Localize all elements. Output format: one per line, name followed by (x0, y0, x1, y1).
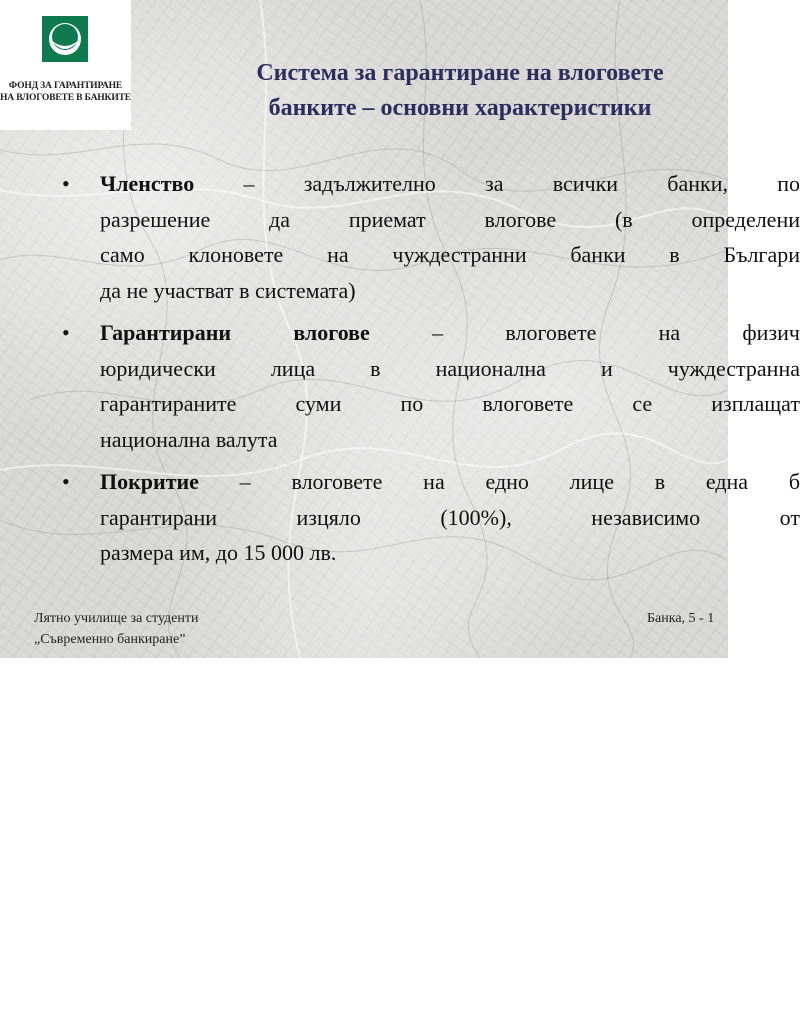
logo-mark-icon (42, 16, 88, 62)
logo-text-line2: НА ВЛОГОВЕТЕ В БАНКИТЕ (0, 92, 131, 103)
bullet-item (62, 464, 800, 571)
bullet-text: – влоговете на физич (432, 320, 800, 345)
bullet-line: гарантираните суми по влоговете се изплащат (100, 391, 800, 416)
bullet-item (62, 315, 800, 457)
bullet-text: – задължително за всички банки, по (243, 171, 800, 196)
bullet-line: да не участват в системата) (100, 277, 356, 303)
slide-title (150, 56, 770, 126)
bullet-line: национална валута (100, 426, 278, 452)
bullet-line: разрешение да приемат влогове (в определени (100, 206, 800, 232)
bullet-line: само клоновете на чуждестранни банки в Българи (100, 242, 800, 267)
bullet-symbol: • (62, 320, 70, 345)
footer-left-line2: „Съвременно банкиране” (34, 632, 186, 647)
bullet-item (62, 166, 800, 308)
bullet-symbol: • (62, 469, 70, 494)
slide-title-line2: банките – основни характеристики (268, 95, 652, 121)
bullet-line: юридически лица в национална и чуждестранна (100, 355, 800, 381)
bullet-line: размера им, до 15 000 лв. (100, 540, 337, 565)
bullet-text: – влоговете на едно лице в една б (239, 469, 800, 494)
footer-page-info: Банка, 5 - 1 (647, 611, 715, 626)
bullet-line (100, 315, 800, 351)
bullet-term: Гарантирани влогове (100, 320, 370, 345)
footer-left (34, 608, 199, 650)
bullet-list (62, 166, 800, 578)
bullet-line (100, 464, 800, 500)
bullet-term: Покритие (100, 469, 199, 494)
bullet-line (100, 166, 800, 202)
logo-text-line1: ФОНД ЗА ГАРАНТИРАНЕ (8, 80, 123, 91)
footer-left-line1: Лятно училище за студенти (34, 611, 199, 626)
bullet-term: Членство (100, 171, 195, 196)
slide-title-line1: Система за гарантиране на влоговете (256, 60, 664, 86)
logo-text (0, 80, 131, 104)
bullet-line: гарантирани изцяло (100%), независимо от (100, 504, 800, 530)
logo (0, 0, 131, 130)
bullet-symbol: • (62, 171, 70, 196)
